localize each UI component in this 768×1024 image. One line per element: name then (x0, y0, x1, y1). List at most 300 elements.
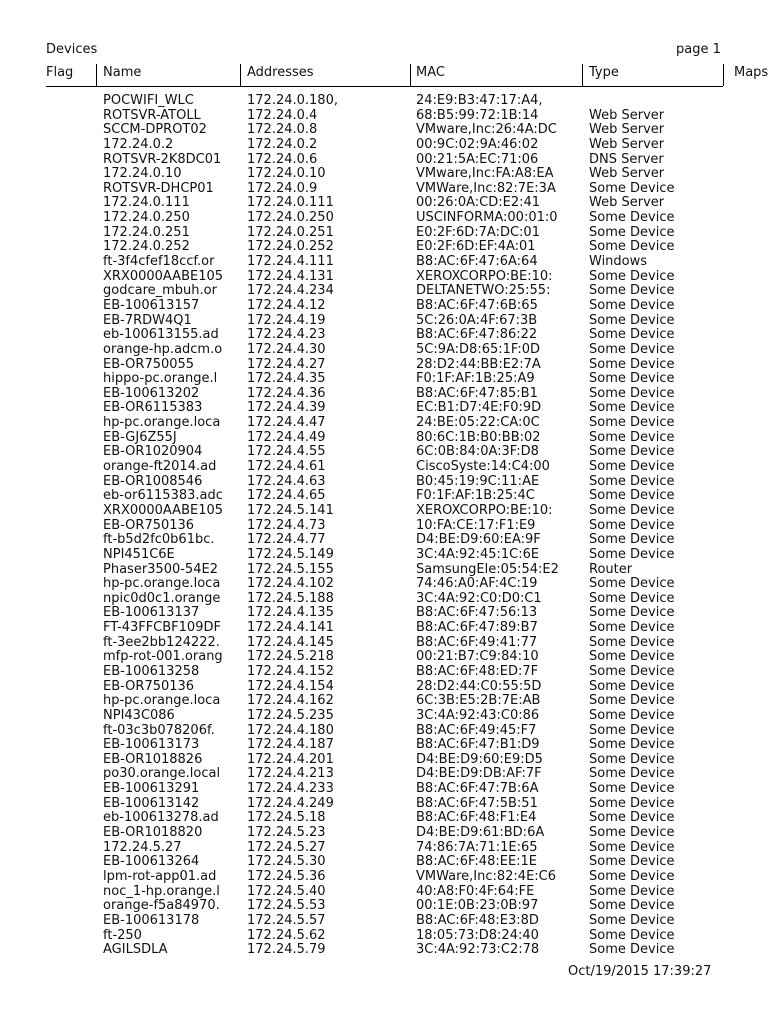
device-mac-cell: D4:BE:D9:60:E9:D5 (416, 752, 543, 767)
device-name-cell: SCCM-DPROT02 (103, 123, 207, 138)
device-type-cell: Some Device (589, 342, 675, 357)
device-address-cell: 172.24.0.111 (247, 196, 334, 211)
table-row (0, 475, 768, 490)
device-mac-cell: B8:AC:6F:49:45:F7 (416, 723, 537, 738)
device-type-cell: Some Device (589, 621, 675, 636)
device-address-cell: 172.24.5.235 (247, 708, 334, 723)
device-name-cell: ROTSVR-2K8DC01 (103, 152, 222, 167)
column-divider (723, 64, 724, 86)
device-address-cell: 172.24.5.218 (247, 650, 334, 665)
device-type-cell: Some Device (589, 943, 675, 958)
device-name-cell: EB-100613157 (103, 298, 200, 313)
device-address-cell: 172.24.4.162 (247, 694, 334, 709)
table-row (0, 533, 768, 548)
device-name-cell: ROTSVR-DHCP01 (103, 181, 214, 196)
page-title: Devices (46, 42, 98, 57)
device-name-cell: EB-100613258 (103, 664, 200, 679)
device-name-cell: XRX0000AABE105 (103, 503, 224, 518)
device-mac-cell: 24:BE:05:22:CA:0C (416, 416, 540, 431)
device-type-cell: Some Device (589, 650, 675, 665)
device-mac-cell: VMware,Inc:26:4A:DC (416, 123, 557, 138)
device-address-cell: 172.24.5.30 (247, 855, 326, 870)
device-address-cell: 172.24.5.141 (247, 503, 334, 518)
table-row (0, 109, 768, 124)
device-type-cell: Some Device (589, 240, 675, 255)
device-name-cell: ft-250 (103, 928, 142, 943)
device-type-cell: Web Server (589, 123, 665, 138)
device-name-cell: NPI451C6E (103, 547, 175, 562)
device-mac-cell: F0:1F:AF:1B:25:A9 (416, 372, 535, 387)
device-address-cell: 172.24.4.36 (247, 386, 326, 401)
device-name-cell: eb-100613278.ad (103, 811, 219, 826)
device-mac-cell: B8:AC:6F:47:7B:6A (416, 782, 539, 797)
device-address-cell: 172.24.4.141 (247, 621, 334, 636)
device-mac-cell: D4:BE:D9:61:BD:6A (416, 826, 545, 841)
device-name-cell: NPI43C086 (103, 708, 175, 723)
device-mac-cell: VMWare,Inc:82:4E:C6 (416, 869, 557, 884)
device-mac-cell: 3C:4A:92:73:C2:78 (416, 943, 540, 958)
device-name-cell: AGILSDLA (103, 943, 168, 958)
table-row (0, 284, 768, 299)
table-row (0, 372, 768, 387)
table-row (0, 343, 768, 358)
device-address-cell: 172.24.5.53 (247, 899, 326, 914)
device-mac-cell: B8:AC:6F:47:85:B1 (416, 386, 538, 401)
column-header-name: Name (103, 65, 142, 80)
device-address-cell: 172.24.5.79 (247, 943, 326, 958)
table-row (0, 226, 768, 241)
device-mac-cell: B8:AC:6F:47:6A:64 (416, 255, 538, 270)
device-type-cell: DNS Server (589, 152, 664, 167)
device-name-cell: 172.24.0.111 (103, 196, 190, 211)
device-type-cell: Some Device (589, 664, 675, 679)
column-header-maps: Maps (734, 65, 768, 80)
table-row (0, 811, 768, 826)
device-mac-cell: 00:1E:0B:23:0B:97 (416, 899, 539, 914)
device-name-cell: EB-GJ6Z55J (103, 430, 177, 445)
device-name-cell: 172.24.5.27 (103, 840, 182, 855)
device-address-cell: 172.24.4.23 (247, 328, 326, 343)
device-type-cell: Some Device (589, 840, 675, 855)
device-address-cell: 172.24.4.249 (247, 796, 334, 811)
device-name-cell: FT-43FFCBF109DF (103, 621, 221, 636)
column-header-addresses: Addresses (247, 65, 314, 80)
device-mac-cell: 28:D2:44:C0:55:5D (416, 679, 542, 694)
device-address-cell: 172.24.4.234 (247, 284, 334, 299)
device-mac-cell: D4:BE:D9:60:EA:9F (416, 533, 541, 548)
device-mac-cell: XEROXCORPO:BE:10: (416, 269, 553, 284)
table-row (0, 431, 768, 446)
table-row (0, 153, 768, 168)
table-row (0, 621, 768, 636)
device-address-cell: 172.24.0.2 (247, 137, 318, 152)
table-row (0, 782, 768, 797)
device-mac-cell: SamsungEle:05:54:E2 (416, 562, 559, 577)
device-name-cell: EB-OR750055 (103, 357, 195, 372)
table-row (0, 563, 768, 578)
device-address-cell: 172.24.5.27 (247, 840, 326, 855)
device-address-cell: 172.24.4.180 (247, 723, 334, 738)
table-row (0, 767, 768, 782)
device-name-cell: ft-b5d2fc0b61bc. (103, 533, 215, 548)
device-type-cell: Some Device (589, 386, 675, 401)
device-name-cell: ROTSVR-ATOLL (103, 108, 201, 123)
table-row (0, 753, 768, 768)
device-type-cell: Some Device (589, 738, 675, 753)
device-address-cell: 172.24.4.19 (247, 313, 326, 328)
device-mac-cell: B8:AC:6F:47:86:22 (416, 328, 538, 343)
device-address-cell: 172.24.4.39 (247, 401, 326, 416)
device-mac-cell: 10:FA:CE:17:F1:E9 (416, 518, 536, 533)
device-name-cell: EB-OR1020904 (103, 445, 203, 460)
table-row (0, 826, 768, 841)
device-address-cell: 172.24.4.49 (247, 430, 326, 445)
device-name-cell: EB-OR1018820 (103, 826, 203, 841)
table-row (0, 577, 768, 592)
device-address-cell: 172.24.0.250 (247, 211, 334, 226)
device-address-cell: 172.24.0.4 (247, 108, 318, 123)
device-mac-cell: 6C:0B:84:0A:3F:D8 (416, 445, 539, 460)
device-type-cell: Some Device (589, 913, 675, 928)
device-address-cell: 172.24.4.55 (247, 445, 326, 460)
device-mac-cell: 68:B5:99:72:1B:14 (416, 108, 539, 123)
table-row (0, 460, 768, 475)
table-row (0, 694, 768, 709)
device-type-cell: Some Device (589, 416, 675, 431)
device-type-cell: Router (589, 562, 633, 577)
device-type-cell: Some Device (589, 284, 675, 299)
device-address-cell: 172.24.4.135 (247, 606, 334, 621)
device-name-cell: 172.24.0.10 (103, 167, 182, 182)
table-row (0, 899, 768, 914)
device-name-cell: godcare_mbuh.or (103, 284, 217, 299)
device-address-cell: 172.24.4.47 (247, 416, 326, 431)
device-type-cell: Some Device (589, 884, 675, 899)
device-name-cell: ft-03c3b078206f. (103, 723, 215, 738)
device-type-cell: Some Device (589, 269, 675, 284)
device-name-cell: mfp-rot-001.orang (103, 650, 223, 665)
device-mac-cell: B8:AC:6F:48:E3:8D (416, 913, 539, 928)
device-type-cell: Some Device (589, 679, 675, 694)
table-row (0, 724, 768, 739)
device-mac-cell: E0:2F:6D:7A:DC:01 (416, 225, 540, 240)
table-row (0, 870, 768, 885)
table-row (0, 929, 768, 944)
table-row (0, 255, 768, 270)
device-type-cell: Some Device (589, 899, 675, 914)
device-type-cell: Some Device (589, 357, 675, 372)
table-row (0, 240, 768, 255)
device-mac-cell: D4:BE:D9:DB:AF:7F (416, 767, 542, 782)
device-address-cell: 172.24.5.57 (247, 913, 326, 928)
device-mac-cell: B8:AC:6F:48:EE:1E (416, 855, 538, 870)
device-address-cell: 172.24.4.201 (247, 752, 334, 767)
table-row (0, 841, 768, 856)
device-mac-cell: 74:46:A0:AF:4C:19 (416, 577, 538, 592)
device-address-cell: 172.24.5.23 (247, 826, 326, 841)
device-name-cell: 172.24.0.252 (103, 240, 190, 255)
device-name-cell: POCWIFI_WLC (103, 94, 194, 108)
device-name-cell: orange-ft2014.ad (103, 460, 217, 475)
column-divider (96, 64, 97, 86)
device-mac-cell: 5C:26:0A:4F:67:3B (416, 313, 538, 328)
device-mac-cell: B8:AC:6F:48:ED:7F (416, 664, 539, 679)
table-row (0, 94, 768, 109)
device-type-cell: Web Server (589, 108, 665, 123)
table-row (0, 123, 768, 138)
device-mac-cell: B8:AC:6F:49:41:77 (416, 635, 538, 650)
device-mac-cell: EC:B1:D7:4E:F0:9D (416, 401, 542, 416)
table-row (0, 709, 768, 724)
device-type-cell: Some Device (589, 372, 675, 387)
device-address-cell: 172.24.4.73 (247, 518, 326, 533)
device-mac-cell: B0:45:19:9C:11:AE (416, 474, 540, 489)
device-type-cell: Some Device (589, 328, 675, 343)
device-mac-cell: B8:AC:6F:47:5B:51 (416, 796, 538, 811)
device-name-cell: EB-100613291 (103, 782, 200, 797)
device-mac-cell: B8:AC:6F:47:56:13 (416, 606, 538, 621)
device-type-cell: Some Device (589, 460, 675, 475)
table-row (0, 138, 768, 153)
table-row (0, 606, 768, 621)
device-mac-cell: DELTANETWO:25:55: (416, 284, 551, 299)
device-type-cell: Some Device (589, 694, 675, 709)
device-name-cell: 172.24.0.251 (103, 225, 190, 240)
device-name-cell: eb-or6115383.adc (103, 489, 223, 504)
device-mac-cell: 00:26:0A:CD:E2:41 (416, 196, 541, 211)
device-address-cell: 172.24.0.180, (247, 94, 338, 108)
device-address-cell: 172.24.4.102 (247, 577, 334, 592)
device-address-cell: 172.24.0.8 (247, 123, 318, 138)
device-type-cell: Some Device (589, 635, 675, 650)
device-mac-cell: 3C:4A:92:43:C0:86 (416, 708, 540, 723)
device-mac-cell: B8:AC:6F:47:B1:D9 (416, 738, 540, 753)
table-row (0, 504, 768, 519)
device-address-cell: 172.24.5.149 (247, 547, 334, 562)
device-type-cell: Some Device (589, 547, 675, 562)
table-row (0, 797, 768, 812)
table-row (0, 445, 768, 460)
device-type-cell: Some Device (589, 298, 675, 313)
device-type-cell: Some Device (589, 211, 675, 226)
device-type-cell: Web Server (589, 196, 665, 211)
device-address-cell: 172.24.4.187 (247, 738, 334, 753)
device-address-cell: 172.24.4.63 (247, 474, 326, 489)
device-name-cell: po30.orange.local (103, 767, 221, 782)
device-name-cell: hp-pc.orange.loca (103, 694, 221, 709)
device-address-cell: 172.24.4.77 (247, 533, 326, 548)
device-type-cell: Some Device (589, 869, 675, 884)
device-address-cell: 172.24.4.111 (247, 255, 334, 270)
table-header (0, 64, 768, 84)
device-mac-cell: VMWare,Inc:82:7E:3A (416, 181, 556, 196)
device-address-cell: 172.24.4.145 (247, 635, 334, 650)
device-type-cell: Some Device (589, 503, 675, 518)
table-row (0, 519, 768, 534)
device-table-body (0, 94, 768, 958)
device-name-cell: EB-100613178 (103, 913, 200, 928)
device-mac-cell: 6C:3B:E5:2B:7E:AB (416, 694, 541, 709)
device-mac-cell: 00:21:B7:C9:84:10 (416, 650, 539, 665)
table-row (0, 636, 768, 651)
device-address-cell: 172.24.4.213 (247, 767, 334, 782)
device-mac-cell: 40:A8:F0:4F:64:FE (416, 884, 535, 899)
device-mac-cell: XEROXCORPO:BE:10: (416, 503, 553, 518)
device-type-cell: Windows (589, 255, 648, 270)
device-mac-cell: B8:AC:6F:47:89:B7 (416, 621, 538, 636)
device-mac-cell: F0:1F:AF:1B:25:4C (416, 489, 535, 504)
table-row (0, 270, 768, 285)
device-mac-cell: 00:9C:02:9A:46:02 (416, 137, 539, 152)
table-row (0, 401, 768, 416)
device-address-cell: 172.24.4.65 (247, 489, 326, 504)
device-type-cell: Some Device (589, 796, 675, 811)
table-row (0, 738, 768, 753)
device-name-cell: EB-100613137 (103, 606, 200, 621)
device-type-cell: Some Device (589, 518, 675, 533)
device-type-cell: Some Device (589, 181, 675, 196)
device-name-cell: EB-OR6115383 (103, 401, 203, 416)
device-address-cell: 172.24.0.252 (247, 240, 334, 255)
table-row (0, 314, 768, 329)
device-address-cell: 172.24.5.40 (247, 884, 326, 899)
device-mac-cell: 00:21:5A:EC:71:06 (416, 152, 539, 167)
table-row (0, 548, 768, 563)
column-header-mac: MAC (416, 65, 445, 80)
header-divider (46, 86, 723, 87)
device-mac-cell: 3C:4A:92:C0:D0:C1 (416, 591, 542, 606)
device-name-cell: noc_1-hp.orange.l (103, 884, 220, 899)
device-address-cell: 172.24.5.62 (247, 928, 326, 943)
device-type-cell: Some Device (589, 606, 675, 621)
table-row (0, 358, 768, 373)
device-mac-cell: 80:6C:1B:B0:BB:02 (416, 430, 541, 445)
device-mac-cell: VMware,Inc:FA:A8:EA (416, 167, 554, 182)
device-type-cell: Some Device (589, 577, 675, 592)
device-mac-cell: USCINFORMA:00:01:0 (416, 211, 558, 226)
table-row (0, 650, 768, 665)
device-name-cell: hp-pc.orange.loca (103, 416, 221, 431)
device-type-cell: Some Device (589, 533, 675, 548)
table-row (0, 416, 768, 431)
device-type-cell: Some Device (589, 767, 675, 782)
device-address-cell: 172.24.4.131 (247, 269, 334, 284)
device-address-cell: 172.24.5.36 (247, 869, 326, 884)
device-mac-cell: B8:AC:6F:48:F1:E4 (416, 811, 537, 826)
device-type-cell: Some Device (589, 855, 675, 870)
table-row (0, 592, 768, 607)
table-row (0, 182, 768, 197)
device-type-cell: Some Device (589, 474, 675, 489)
device-address-cell: 172.24.4.27 (247, 357, 326, 372)
device-mac-cell: 74:86:7A:71:1E:65 (416, 840, 538, 855)
device-type-cell: Some Device (589, 445, 675, 460)
device-address-cell: 172.24.4.61 (247, 460, 326, 475)
footer-timestamp: Oct/19/2015 17:39:27 (568, 964, 712, 979)
device-address-cell: 172.24.4.154 (247, 679, 334, 694)
device-type-cell: Some Device (589, 826, 675, 841)
device-name-cell: EB-OR1018826 (103, 752, 203, 767)
device-mac-cell: E0:2F:6D:EF:4A:01 (416, 240, 536, 255)
device-name-cell: 172.24.0.250 (103, 211, 190, 226)
table-row (0, 196, 768, 211)
device-name-cell: hippo-pc.orange.l (103, 372, 218, 387)
device-address-cell: 172.24.5.18 (247, 811, 326, 826)
device-type-cell: Some Device (589, 782, 675, 797)
device-address-cell: 172.24.0.6 (247, 152, 318, 167)
device-address-cell: 172.24.5.188 (247, 591, 334, 606)
device-name-cell: EB-OR750136 (103, 679, 195, 694)
device-address-cell: 172.24.4.233 (247, 782, 334, 797)
device-type-cell: Some Device (589, 723, 675, 738)
table-row (0, 855, 768, 870)
device-name-cell: EB-100613142 (103, 796, 200, 811)
device-mac-cell: 3C:4A:92:45:1C:6E (416, 547, 540, 562)
device-address-cell: 172.24.4.12 (247, 298, 326, 313)
device-type-cell: Some Device (589, 401, 675, 416)
device-mac-cell: 18:05:73:D8:24:40 (416, 928, 539, 943)
device-type-cell: Some Device (589, 928, 675, 943)
device-address-cell: 172.24.4.30 (247, 342, 326, 357)
table-row (0, 885, 768, 900)
device-name-cell: lpm-rot-app01.ad (103, 869, 217, 884)
device-mac-cell: B8:AC:6F:47:6B:65 (416, 298, 538, 313)
table-row (0, 914, 768, 929)
device-mac-cell: 24:E9:B3:47:17:A4, (416, 94, 543, 108)
device-name-cell: npic0d0c1.orange (103, 591, 221, 606)
device-name-cell: EB-OR750136 (103, 518, 195, 533)
device-type-cell: Some Device (589, 811, 675, 826)
table-row (0, 943, 768, 958)
device-type-cell: Some Device (589, 708, 675, 723)
device-type-cell: Some Device (589, 430, 675, 445)
device-name-cell: EB-OR1008546 (103, 474, 203, 489)
device-type-cell: Web Server (589, 167, 665, 182)
column-divider (410, 64, 411, 86)
device-mac-cell: 28:D2:44:BB:E2:7A (416, 357, 541, 372)
device-type-cell: Some Device (589, 591, 675, 606)
device-type-cell: Some Device (589, 489, 675, 504)
device-name-cell: eb-100613155.ad (103, 328, 219, 343)
page-number: page 1 (676, 42, 721, 57)
column-header-flag: Flag (46, 65, 74, 80)
device-name-cell: 172.24.0.2 (103, 137, 174, 152)
device-type-cell: Web Server (589, 137, 665, 152)
device-name-cell: orange-f5a84970. (103, 899, 220, 914)
device-address-cell: 172.24.0.10 (247, 167, 326, 182)
device-address-cell: 172.24.0.9 (247, 181, 318, 196)
device-name-cell: hp-pc.orange.loca (103, 577, 221, 592)
table-row (0, 211, 768, 226)
device-name-cell: ft-3f4cfef18ccf.or (103, 255, 215, 270)
device-name-cell: ft-3ee2bb124222. (103, 635, 220, 650)
table-row (0, 387, 768, 402)
device-name-cell: Phaser3500-54E2 (103, 562, 218, 577)
device-type-cell: Some Device (589, 752, 675, 767)
device-name-cell: EB-7RDW4Q1 (103, 313, 192, 328)
device-mac-cell: 5C:9A:D8:65:1F:0D (416, 342, 541, 357)
device-address-cell: 172.24.4.35 (247, 372, 326, 387)
device-type-cell: Some Device (589, 225, 675, 240)
device-address-cell: 172.24.4.152 (247, 664, 334, 679)
table-row (0, 665, 768, 680)
device-name-cell: EB-100613202 (103, 386, 200, 401)
device-name-cell: EB-100613173 (103, 738, 200, 753)
column-divider (582, 64, 583, 86)
device-name-cell: XRX0000AABE105 (103, 269, 224, 284)
table-row (0, 167, 768, 182)
device-type-cell: Some Device (589, 313, 675, 328)
